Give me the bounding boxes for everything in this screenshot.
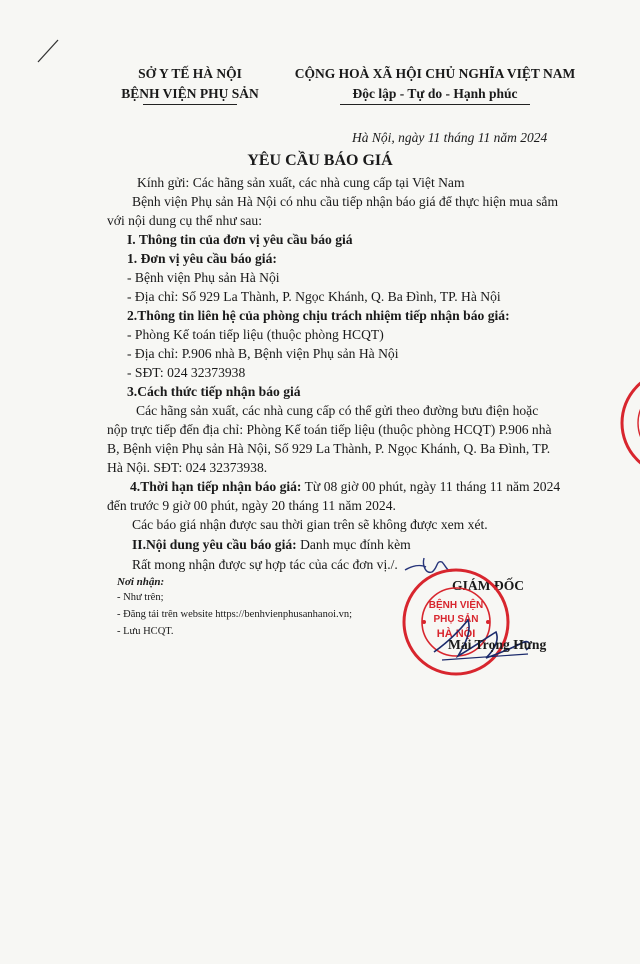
closing-line: Rất mong nhận được sự hợp tác của các đơn vị./.: [132, 557, 398, 572]
subsection-2-item: - Phòng Kế toán tiếp liệu (thuộc phòng HCQT): [127, 327, 384, 342]
signer-name: Mai Trọng Hưng: [448, 637, 547, 652]
seal-line-1: BỆNH VIỆN: [428, 600, 484, 611]
document-title: YÊU CẦU BÁO GIÁ: [247, 152, 393, 169]
subsection-3-line: B, Bệnh viện Phụ sản Hà Nội, Số 929 La Thành, P. Ngọc Khánh, Q. Ba Đình, TP.: [107, 441, 551, 456]
recipients-heading: Nơi nhận:: [117, 576, 165, 588]
partial-seal: [616, 368, 640, 478]
seal-line-2: PHỤ SẢN: [433, 614, 479, 625]
document-date: Hà Nội, ngày 11 tháng 11 năm 2024: [352, 130, 548, 145]
national-motto: Độc lập - Tự do - Hạnh phúc: [352, 86, 518, 101]
intro-line-2: với nội dung cụ thể như sau:: [107, 213, 263, 228]
addressee: Kính gửi: Các hãng sản xuất, các nhà cung cấp tại Việt Nam: [137, 175, 465, 190]
header-right-underline: [340, 104, 530, 105]
subsection-4-note: Các báo giá nhận được sau thời gian trên sẽ không được xem xét.: [132, 517, 488, 532]
subsection-2-item: - SĐT: 024 32373938: [127, 365, 246, 380]
seal-line-3: HÀ NỘI: [436, 628, 476, 640]
subsection-4-line-2: đến trước 9 giờ 00 phút, ngày 20 tháng 11 năm 2024.: [107, 498, 396, 513]
subsection-4-heading: 4.Thời hạn tiếp nhận báo giá:: [130, 479, 302, 494]
subsection-4-period: Từ 08 giờ 00 phút, ngày 11 tháng 11 năm 2024: [301, 479, 561, 494]
ministry-name: SỞ Y TẾ HÀ NỘI: [138, 66, 242, 81]
section-2-line: [132, 537, 411, 553]
subsection-1-item: - Bệnh viện Phụ sản Hà Nội: [127, 270, 280, 285]
subsection-1-heading: 1. Đơn vị yêu cầu báo giá:: [127, 251, 277, 266]
header-left-underline: [143, 104, 237, 105]
section-2-content: Danh mục đính kèm: [296, 537, 411, 552]
subsection-3-line: Hà Nội. SĐT: 024 32373938.: [107, 460, 268, 475]
pen-mark: [34, 36, 64, 66]
subsection-3-line: Các hãng sản xuất, các nhà cung cấp có thể gửi theo đường bưu điện hoặc: [136, 403, 539, 418]
signer-role: GIÁM ĐỐC: [452, 578, 525, 593]
section-1-heading: I. Thông tin của đơn vị yêu cầu báo giá: [127, 232, 353, 247]
recipient-item: - Đăng tải trên website https://benhvienphusanhanoi.vn;: [117, 609, 353, 620]
subsection-2-item: - Địa chỉ: P.906 nhà B, Bệnh viện Phụ sản Hà Nội: [127, 346, 399, 361]
subsection-3-line: nộp trực tiếp đến địa chỉ: Phòng Kế toán tiếp liệu (thuộc phòng HCQT) P.906 nhà: [107, 422, 552, 437]
subsection-2-heading: 2.Thông tin liên hệ của phòng chịu trách nhiệm tiếp nhận báo giá:: [127, 308, 510, 323]
national-title: CỘNG HOÀ XÃ HỘI CHỦ NGHĨA VIỆT NAM: [294, 66, 576, 81]
subsection-4-line-1: [130, 479, 560, 495]
subsection-1-item: - Địa chỉ: Số 929 La Thành, P. Ngọc Khánh, Q. Ba Đình, TP. Hà Nội: [127, 289, 501, 304]
recipient-item: - Như trên;: [117, 592, 164, 603]
intro-line-1: Bệnh viện Phụ sản Hà Nội có nhu cầu tiếp nhận báo giá để thực hiện mua sắm: [132, 194, 559, 209]
recipient-item: - Lưu HCQT.: [117, 626, 174, 637]
subsection-3-heading: 3.Cách thức tiếp nhận báo giá: [127, 384, 301, 399]
hospital-name: BỆNH VIỆN PHỤ SẢN: [121, 86, 259, 101]
section-2-heading: II.Nội dung yêu cầu báo giá:: [132, 537, 297, 552]
